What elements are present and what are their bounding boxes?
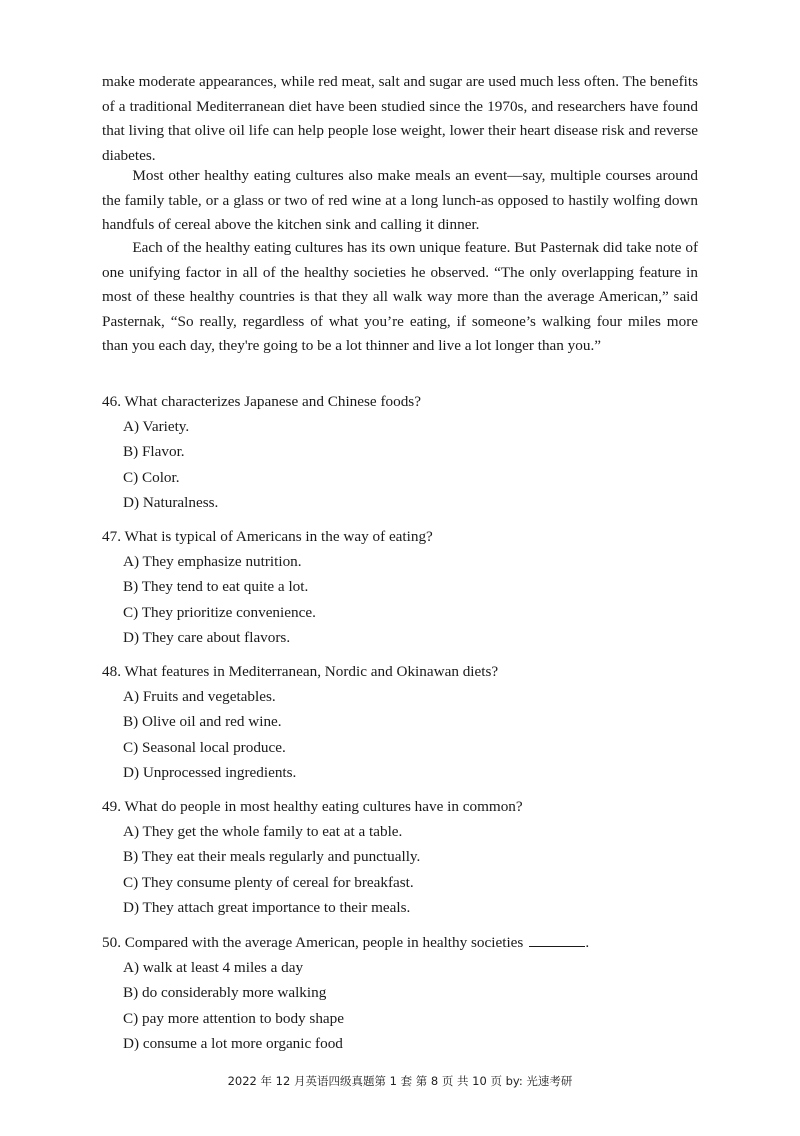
option-a: A) Variety. xyxy=(123,418,190,435)
question-stem-row xyxy=(102,930,702,955)
option-b: B) Flavor. xyxy=(123,443,185,461)
question-46 xyxy=(102,389,702,515)
passage-paragraph-2: Most other healthy eating cultures also make meals an event—say, multiple courses around the family table, or a glass or two of red wine at a long lunch-as opposed to hastily wolfing down handfuls of cereal above the kitchen sink and calling it dinner. xyxy=(102,167,698,233)
question-stem: 47. What is typical of Americans in the way of eating? xyxy=(102,528,433,545)
option-a: A) They get the whole family to eat at a table. xyxy=(123,823,403,840)
passage-paragraph-3: Each of the healthy eating cultures has its own unique feature. But Pasternak did take note of one unifying factor in all of the healthy societies he observed. “The only overlapping feature in most of these healthy countries is that they all walk way more than the average American,” said Pasternak, “So really, regardless of what you’re eating, if someone’s walking four miles more than you each day, they're going to be a lot thinner and live a lot longer than you.” xyxy=(102,239,698,354)
answer-blank xyxy=(529,932,585,947)
passage-paragraph-1: make moderate appearances, while red meat, salt and sugar are used much less often. The benefits of a traditional Mediterranean diet have been studied since the 1970s, and researchers have found that living that olive oil life can help people lose weight, lower their heart disease risk and reverse diabetes. xyxy=(102,73,699,164)
option-b: B) Olive oil and red wine. xyxy=(123,713,282,731)
option-c: C) Color. xyxy=(123,468,180,486)
option-d: D) Naturalness. xyxy=(123,493,219,511)
question-50 xyxy=(102,930,702,1056)
option-a: A) They emphasize nutrition. xyxy=(123,553,302,570)
question-48 xyxy=(102,659,702,785)
question-stem: 48. What features in Mediterranean, Nordic and Okinawan diets? xyxy=(102,663,499,680)
page-footer: 2022 年 12 月英语四级真题第 1 套 第 8 页 共 10 页 by: 光速考研 xyxy=(227,1074,573,1088)
question-stem: 50. Compared with the average American, people in healthy societies xyxy=(102,934,524,951)
option-d: D) They care about flavors. xyxy=(123,628,291,646)
question-49 xyxy=(102,794,702,920)
option-a: A) walk at least 4 miles a day xyxy=(123,959,304,976)
option-a: A) Fruits and vegetables. xyxy=(123,688,276,705)
question-47 xyxy=(102,524,702,650)
option-c: C) Seasonal local produce. xyxy=(123,738,286,756)
option-b: B) They tend to eat quite a lot. xyxy=(123,578,309,596)
option-d: D) consume a lot more organic food xyxy=(123,1034,343,1052)
option-b: B) do considerably more walking xyxy=(123,984,327,1002)
question-stem: 49. What do people in most healthy eating cultures have in common? xyxy=(102,798,523,815)
option-d: D) They attach great importance to their meals. xyxy=(123,898,411,916)
option-c: C) They prioritize convenience. xyxy=(123,603,316,621)
question-stem: 46. What characterizes Japanese and Chinese foods? xyxy=(102,393,421,410)
question-stem-end: . xyxy=(585,934,590,951)
option-c: C) pay more attention to body shape xyxy=(123,1009,345,1027)
option-d: D) Unprocessed ingredients. xyxy=(123,763,297,781)
option-b: B) They eat their meals regularly and punctually. xyxy=(123,848,421,866)
option-c: C) They consume plenty of cereal for breakfast. xyxy=(123,873,414,891)
